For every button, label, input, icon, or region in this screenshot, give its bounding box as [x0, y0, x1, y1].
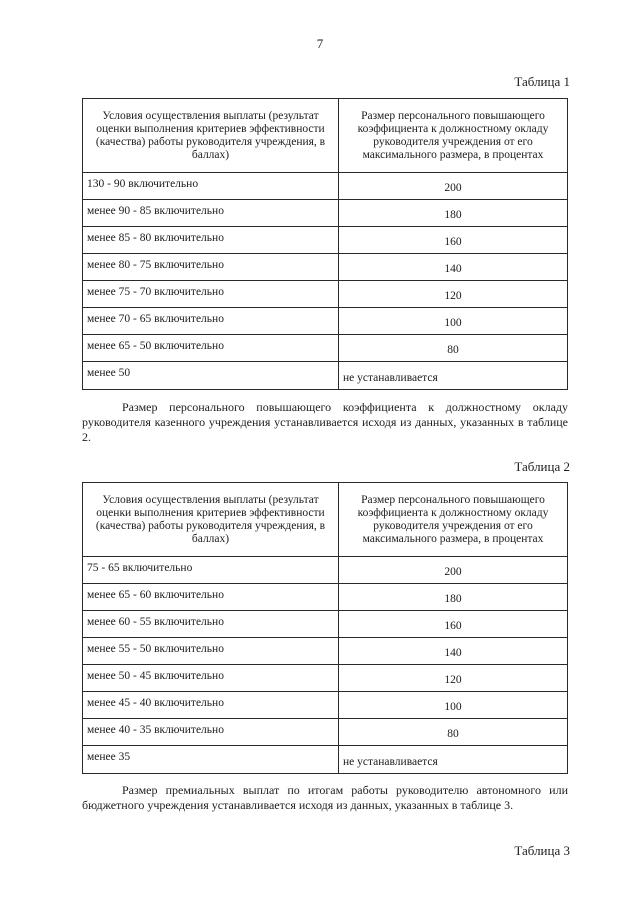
- table2-header-conditions: Условия осуществления выплаты (результат оценки выполнения критериев эффективности (качества) работы руководителя учреждения, в баллах): [83, 483, 339, 557]
- table-row: [83, 254, 568, 281]
- table2-row-4-value: 140: [339, 638, 568, 665]
- table-row: [83, 611, 568, 638]
- table1-row-1-condition: 130 - 90 включительно: [83, 173, 339, 200]
- table2-row-7-value: 80: [339, 719, 568, 746]
- table-row: [83, 308, 568, 335]
- table2-header-coefficient: Размер персонального повышающего коэффициента к должностному окладу руководителя учреждения от его максимального размера, в процентах: [339, 483, 568, 557]
- table2-row-1-value: 200: [339, 557, 568, 584]
- table2-row-7-condition: менее 40 - 35 включительно: [83, 719, 339, 746]
- table2-row-3-condition: менее 60 - 55 включительно: [83, 611, 339, 638]
- paragraph-2: [82, 783, 568, 813]
- table2-row-6-value: 100: [339, 692, 568, 719]
- table1-row-2-value: 180: [339, 200, 568, 227]
- table1-row-5-condition: менее 75 - 70 включительно: [83, 281, 339, 308]
- table1-row-8-value: не устанавливается: [339, 362, 568, 390]
- table1-row-6-value: 100: [339, 308, 568, 335]
- table-row: [83, 692, 568, 719]
- table1-row-3-value: 160: [339, 227, 568, 254]
- table-row: [83, 665, 568, 692]
- table1: [82, 98, 568, 390]
- table2-row-5-value: 120: [339, 665, 568, 692]
- table-row: [83, 638, 568, 665]
- table1-row-4-value: 140: [339, 254, 568, 281]
- table2-row-3-value: 160: [339, 611, 568, 638]
- page-number: 7: [316, 36, 324, 51]
- table-row: [83, 227, 568, 254]
- table1-row-7-condition: менее 65 - 50 включительно: [83, 335, 339, 362]
- table1-row-8-condition: менее 50: [83, 362, 339, 390]
- table1-header-row: [83, 99, 568, 173]
- table2-row-5-condition: менее 50 - 45 включительно: [83, 665, 339, 692]
- table-row: [83, 746, 568, 774]
- table1-row-3-condition: менее 85 - 80 включительно: [83, 227, 339, 254]
- table1-row-1-value: 200: [339, 173, 568, 200]
- paragraph-1: [82, 400, 568, 445]
- table2-row-1-condition: 75 - 65 включительно: [83, 557, 339, 584]
- paragraph-2-text: Размер премиальных выплат по итогам работы руководителю автономного или бюджетного учреждения устанавливается исходя из данных, указанных в таблице 3.: [82, 783, 568, 812]
- table1-header-coefficient: Размер персонального повышающего коэффициента к должностному окладу руководителя учреждения от его максимального размера, в процентах: [339, 99, 568, 173]
- table2-row-2-condition: менее 65 - 60 включительно: [83, 584, 339, 611]
- table1-label: Таблица 1: [514, 74, 570, 89]
- table2-row-6-condition: менее 45 - 40 включительно: [83, 692, 339, 719]
- table1-row-5-value: 120: [339, 281, 568, 308]
- table-row: [83, 584, 568, 611]
- table1-row-2-condition: менее 90 - 85 включительно: [83, 200, 339, 227]
- paragraph-1-text: Размер персонального повышающего коэффициента к должностному окладу руководителя казенного учреждения устанавливается исходя из данных, указанных в таблице 2.: [82, 400, 568, 444]
- table2-row-8-condition: менее 35: [83, 746, 339, 774]
- table2-header-row: [83, 483, 568, 557]
- table-row: [83, 719, 568, 746]
- table1-row-7-value: 80: [339, 335, 568, 362]
- table1-row-6-condition: менее 70 - 65 включительно: [83, 308, 339, 335]
- table1-row-4-condition: менее 80 - 75 включительно: [83, 254, 339, 281]
- table1-header-conditions: Условия осуществления выплаты (результат оценки выполнения критериев эффективности (качества) работы руководителя учреждения, в баллах): [83, 99, 339, 173]
- table-row: [83, 335, 568, 362]
- table-row: [83, 200, 568, 227]
- table-row: [83, 173, 568, 200]
- table2-row-8-value: не устанавливается: [339, 746, 568, 774]
- table-row: [83, 362, 568, 390]
- table2: [82, 482, 568, 774]
- table3-label: Таблица 3: [514, 843, 570, 858]
- table2-row-4-condition: менее 55 - 50 включительно: [83, 638, 339, 665]
- table2-row-2-value: 180: [339, 584, 568, 611]
- table-row: [83, 557, 568, 584]
- table-row: [83, 281, 568, 308]
- table2-label: Таблица 2: [514, 459, 570, 474]
